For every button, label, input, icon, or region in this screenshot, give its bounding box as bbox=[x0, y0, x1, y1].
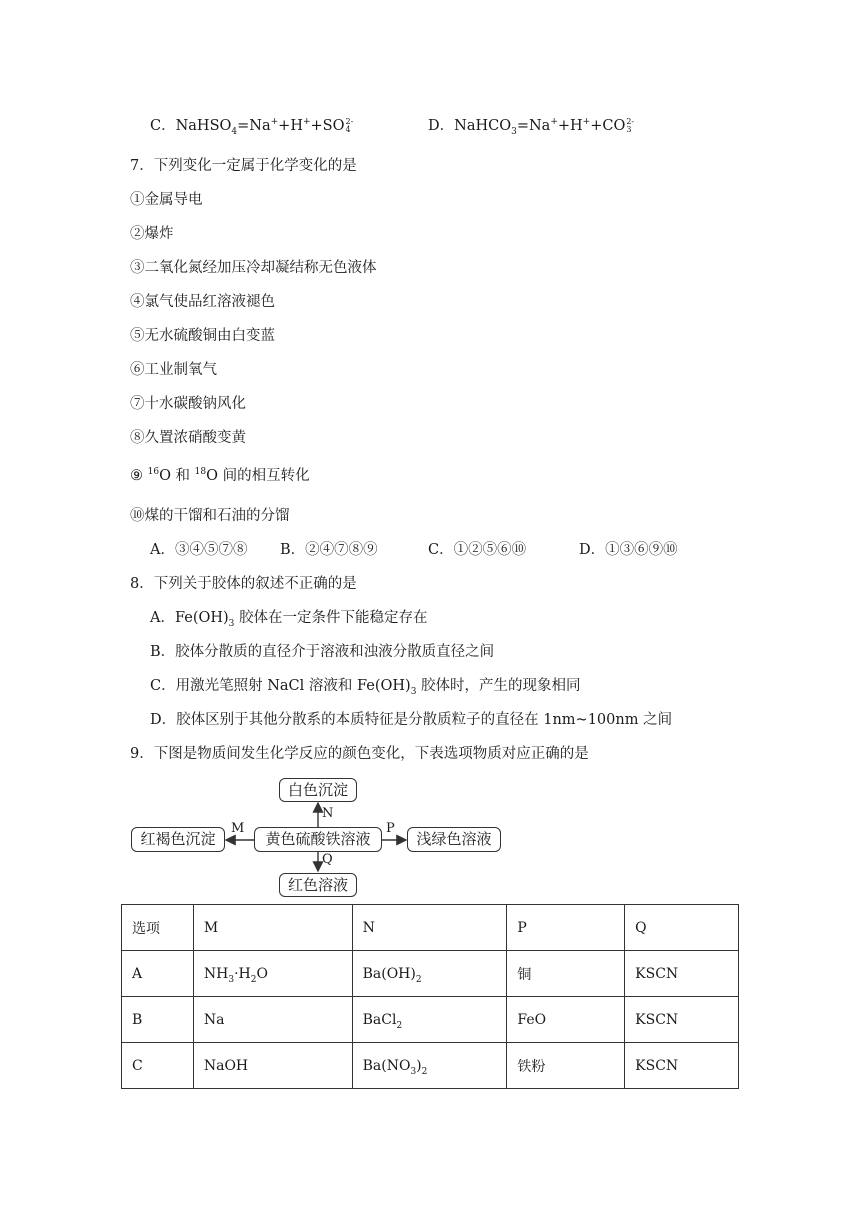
cell-p: 铜 bbox=[507, 951, 625, 997]
header-cell: Q bbox=[625, 905, 739, 951]
ion-charge-stack: 2- 4 bbox=[345, 117, 354, 134]
table-row bbox=[122, 997, 739, 1043]
q8-option-b: B．胶体分散质的直径介于溶液和浊液分散质直径之间 bbox=[150, 644, 495, 660]
cell-m: NaOH bbox=[193, 1043, 352, 1089]
cell-option: A bbox=[122, 951, 194, 997]
q7-item-7: ⑦十水碳酸钠风化 bbox=[130, 396, 246, 412]
q8-option-d: D．胶体区别于其他分散系的本质特征是分散质粒子的直径在 1nm~100nm 之间 bbox=[150, 712, 673, 728]
cell-p: FeO bbox=[507, 997, 625, 1043]
label-n: N bbox=[322, 806, 334, 821]
q8-stem: 8．下列关于胶体的叙述不正确的是 bbox=[130, 576, 357, 592]
q7-item-9: ⑨ $^{16}$O 和 $^{18}$O 间的相互转化 bbox=[130, 467, 310, 484]
box-right: 浅绿色溶液 bbox=[407, 827, 501, 852]
q7-option-d: D．①③⑥⑨⑩ bbox=[579, 542, 678, 558]
q9-stem: 9．下图是物质间发生化学反应的颜色变化，下表选项物质对应正确的是 bbox=[130, 746, 589, 762]
cell-n: $Ba(NO_3)_2$ bbox=[352, 1043, 507, 1089]
q7-item-3: ③二氧化氮经加压冷却凝结称无色液体 bbox=[130, 260, 377, 276]
q7-option-b: B．②④⑦⑧⑨ bbox=[280, 542, 378, 558]
header-cell: P bbox=[507, 905, 625, 951]
ion-charge-stack: 2- 3 bbox=[626, 117, 635, 134]
q6-option-d: D．NaHCO$_3$=Na++H++CO 2- 3 bbox=[428, 117, 635, 137]
options-table bbox=[121, 904, 739, 1089]
box-left: 红褐色沉淀 bbox=[131, 827, 225, 852]
q7-item-10: ⑩煤的干馏和石油的分馏 bbox=[130, 508, 290, 524]
label-q: Q bbox=[322, 852, 333, 867]
cell-option: C bbox=[122, 1043, 194, 1089]
q6-option-c: C．NaHSO$_4$=Na++H++SO 2- 4 bbox=[150, 117, 354, 137]
header-cell: N bbox=[352, 905, 507, 951]
header-cell: 选项 bbox=[122, 905, 194, 951]
label-m: M bbox=[231, 821, 245, 836]
box-top: 白色沉淀 bbox=[279, 778, 357, 802]
q7-item-2: ②爆炸 bbox=[130, 226, 174, 242]
cell-option: B bbox=[122, 997, 194, 1043]
table-row bbox=[122, 1043, 739, 1089]
q7-item-5: ⑤无水硫酸铜由白变蓝 bbox=[130, 328, 275, 344]
cell-q: KSCN bbox=[625, 997, 739, 1043]
q7-item-4: ④氯气使品红溶液褪色 bbox=[130, 294, 275, 310]
q8-option-c: C．用激光笔照射 NaCl 溶液和 $Fe(OH)_3$ 胶体时，产生的现象相同 bbox=[150, 678, 581, 697]
q7-item-1: ①金属导电 bbox=[130, 192, 203, 208]
label-p: P bbox=[386, 821, 395, 836]
cell-p: 铁粉 bbox=[507, 1043, 625, 1089]
q7-option-c: C．①②⑤⑥⑩ bbox=[428, 542, 527, 558]
q7-stem: 7．下列变化一定属于化学变化的是 bbox=[130, 158, 357, 174]
box-center: 黄色硫酸铁溶液 bbox=[254, 827, 382, 852]
cell-m: $NH_3\cdot H_2O$ bbox=[193, 951, 352, 997]
cell-n: BaCl$_2$ bbox=[352, 997, 507, 1043]
q7-item-6: ⑥工业制氧气 bbox=[130, 362, 217, 378]
cell-q: KSCN bbox=[625, 951, 739, 997]
table-header-row bbox=[122, 905, 739, 951]
header-cell: M bbox=[193, 905, 352, 951]
q7-item-8: ⑧久置浓硝酸变黄 bbox=[130, 430, 246, 446]
cell-q: KSCN bbox=[625, 1043, 739, 1089]
cell-m: Na bbox=[193, 997, 352, 1043]
q7-option-a: A．③④⑤⑦⑧ bbox=[150, 542, 248, 558]
table-row bbox=[122, 951, 739, 997]
box-bottom: 红色溶液 bbox=[279, 873, 357, 897]
q8-option-a: A．$Fe(OH)_3$ 胶体在一定条件下能稳定存在 bbox=[150, 610, 428, 629]
cell-n: $Ba(OH)_2$ bbox=[352, 951, 507, 997]
